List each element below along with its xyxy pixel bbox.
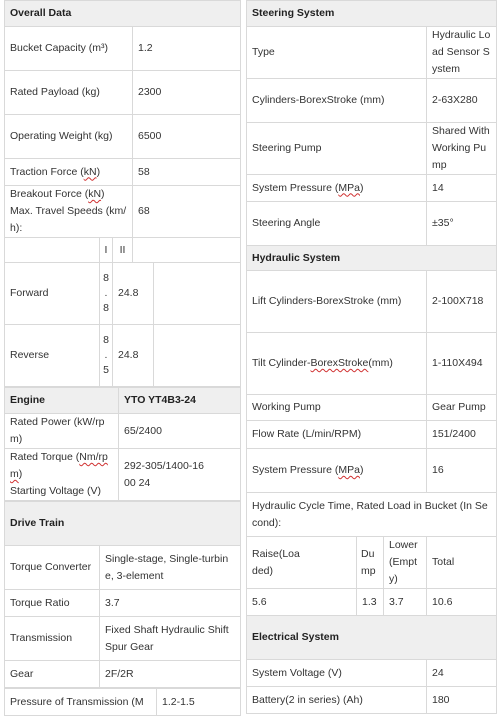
table-row <box>5 27 241 71</box>
lift-cylinders-label: Lift Cylinders-BorexStroke (mm) <box>247 271 427 333</box>
table-row <box>247 421 497 449</box>
torque-ratio-value: 3.7 <box>100 590 241 617</box>
gear-i-header: I <box>100 238 113 263</box>
transmission-label: Transmission <box>5 617 100 661</box>
steering-type-label: Type <box>247 27 427 79</box>
table-row <box>247 271 497 333</box>
engine-table <box>4 387 241 501</box>
rated-torque-value: 292-305/1400-16 00 24 <box>119 449 241 501</box>
steering-angle-value: ±35° <box>427 202 497 246</box>
left-spec-column <box>4 0 240 716</box>
table-row <box>247 202 497 246</box>
forward-label: Forward <box>5 263 100 325</box>
operating-weight-label: Operating Weight (kg) <box>5 115 133 159</box>
table-row <box>247 493 497 537</box>
steering-angle-label: Steering Angle <box>247 202 427 246</box>
rated-power-value: 65/2400 <box>119 414 241 449</box>
torque-ratio-label: Torque Ratio <box>5 590 100 617</box>
table-row <box>247 660 497 687</box>
drive-train-header <box>5 502 241 546</box>
starting-voltage-label: Starting Voltage (V) <box>10 485 102 497</box>
flow-rate-label: Flow Rate (L/min/RPM) <box>247 421 427 449</box>
table-row <box>5 414 241 449</box>
steering-system-table <box>246 0 497 714</box>
lift-cylinders-value: 2-100X718 <box>427 271 497 333</box>
reverse-label: Reverse <box>5 325 100 387</box>
overall-data-table <box>4 0 241 387</box>
steering-system-title: Steering System <box>247 1 497 27</box>
rated-torque-label: Rated Torque (Nm/rpm) Starting Voltage (V) <box>5 449 119 501</box>
transmission-pressure-label: Pressure of Transmission (M <box>5 689 157 716</box>
table-row <box>247 123 497 175</box>
reverse-gear-ii-value: 24.8 <box>113 325 154 387</box>
traction-force-value: 58 <box>133 159 241 186</box>
rated-payload-value: 2300 <box>133 71 241 115</box>
electrical-system-header <box>247 616 497 660</box>
table-row <box>5 590 241 617</box>
table-row <box>5 71 241 115</box>
table-row <box>5 449 241 501</box>
gear-label: Gear <box>5 661 100 688</box>
engine-header <box>5 388 241 414</box>
steering-pressure-value: 14 <box>427 175 497 202</box>
empty-cell <box>154 325 241 387</box>
working-pump-label: Working Pump <box>247 395 427 421</box>
table-row <box>5 546 241 590</box>
engine-model: YTO YT4B3-24 <box>119 388 241 414</box>
cycle-lower-header: Lower(Empty) <box>384 537 427 589</box>
transmission-pressure-value: 1.2-1.5 <box>157 689 241 716</box>
rated-payload-label: Rated Payload (kg) <box>5 71 133 115</box>
steering-system-header <box>247 1 497 27</box>
cycle-time-header-row <box>247 537 497 589</box>
table-row <box>5 689 241 716</box>
flow-rate-value: 151/2400 <box>427 421 497 449</box>
tilt-cylinder-label: Tilt Cylinder-BorexStroke(mm) <box>247 333 427 395</box>
bucket-capacity-value: 1.2 <box>133 27 241 71</box>
transmission-pressure-table <box>4 688 241 716</box>
forward-row <box>5 263 241 325</box>
reverse-row <box>5 325 241 387</box>
drive-train-table <box>4 501 241 688</box>
system-voltage-label: System Voltage (V) <box>247 660 427 687</box>
table-row <box>247 333 497 395</box>
table-row <box>5 159 241 186</box>
operating-weight-value: 6500 <box>133 115 241 159</box>
gear-header-row <box>5 238 241 263</box>
table-row <box>5 115 241 159</box>
table-row <box>247 79 497 123</box>
breakout-force-label: Breakout Force (kN) Max. Travel Speeds (km/h): <box>5 186 133 238</box>
empty-cell <box>5 238 100 263</box>
working-pump-value: Gear Pump <box>427 395 497 421</box>
system-voltage-value: 24 <box>427 660 497 687</box>
cycle-raise-header: Raise(Loaded) <box>247 537 357 589</box>
gear-ii-header: II <box>113 238 133 263</box>
empty-cell <box>154 263 241 325</box>
cycle-total-header: Total <box>427 537 497 589</box>
max-travel-speeds-value: 68 <box>133 186 241 238</box>
right-spec-column <box>246 0 496 714</box>
torque-converter-value: Single-stage, Single-turbine, 3-element <box>100 546 241 590</box>
max-travel-speeds-label: Max. Travel Speeds (km/h): <box>10 205 127 234</box>
gear-value: 2F/2R <box>100 661 241 688</box>
battery-value: 180 <box>427 687 497 714</box>
table-row <box>247 395 497 421</box>
transmission-value: Fixed Shaft Hydraulic Shift Spur Gear <box>100 617 241 661</box>
drive-train-title: Drive Train <box>5 502 241 546</box>
steering-pump-label: Steering Pump <box>247 123 427 175</box>
hydraulic-pressure-value: 16 <box>427 449 497 493</box>
battery-label: Battery(2 in series) (Ah) <box>247 687 427 714</box>
cycle-time-label: Hydraulic Cycle Time, Rated Load in Bucket (In Second): <box>247 493 497 537</box>
overall-data-header <box>5 1 241 27</box>
reverse-gear-i-value: 8 . 5 <box>100 325 113 387</box>
cycle-lower-value: 3.7 <box>384 589 427 616</box>
overall-data-title: Overall Data <box>5 1 241 27</box>
hydraulic-system-title: Hydraulic System <box>247 246 497 271</box>
empty-cell <box>133 238 241 263</box>
forward-gear-ii-value: 24.8 <box>113 263 154 325</box>
traction-force-label: Traction Force (kN) <box>5 159 133 186</box>
table-row <box>247 687 497 714</box>
table-row <box>247 175 497 202</box>
steering-cylinders-value: 2-63X280 <box>427 79 497 123</box>
engine-title: Engine <box>5 388 119 414</box>
table-row <box>5 661 241 688</box>
cycle-dump-value: 1.3 <box>357 589 384 616</box>
hydraulic-pressure-label: System Pressure (MPa) <box>247 449 427 493</box>
rated-power-label: Rated Power (kW/rpm) <box>5 414 119 449</box>
bucket-capacity-label: Bucket Capacity (m³) <box>5 27 133 71</box>
steering-pressure-label: System Pressure (MPa) <box>247 175 427 202</box>
steering-type-value: Hydraulic Load Sensor System <box>427 27 497 79</box>
table-row <box>5 617 241 661</box>
electrical-system-title: Electrical System <box>247 616 497 660</box>
cycle-total-value: 10.6 <box>427 589 497 616</box>
cycle-time-values-row <box>247 589 497 616</box>
steering-cylinders-label: Cylinders-BorexStroke (mm) <box>247 79 427 123</box>
torque-converter-label: Torque Converter <box>5 546 100 590</box>
tilt-cylinder-value: 1-110X494 <box>427 333 497 395</box>
hydraulic-system-header <box>247 246 497 271</box>
steering-pump-value: Shared With Working Pump <box>427 123 497 175</box>
cycle-raise-value: 5.6 <box>247 589 357 616</box>
cycle-dump-header: Dump <box>357 537 384 589</box>
table-row <box>247 449 497 493</box>
table-row <box>247 27 497 79</box>
table-row <box>5 186 241 238</box>
forward-gear-i-value: 8 . 8 <box>100 263 113 325</box>
